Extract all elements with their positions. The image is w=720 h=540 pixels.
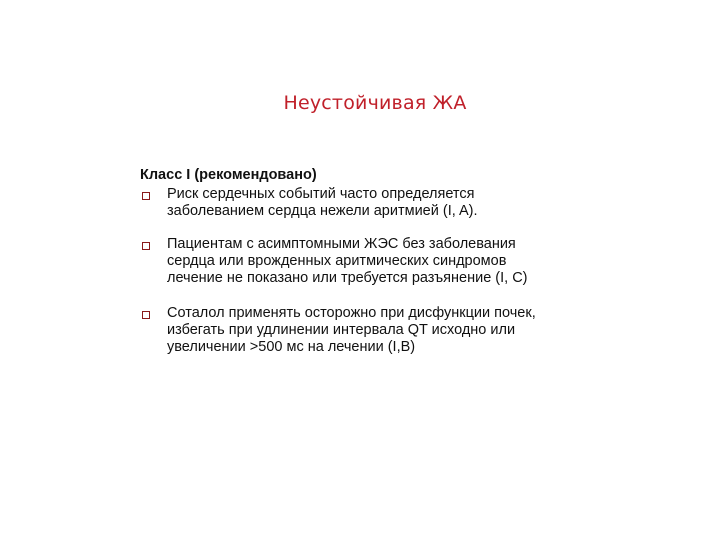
bullet-line: Пациентам с асимптомными ЖЭС без заболевания [167,236,516,252]
bullet-item-1 [140,186,610,220]
square-bullet-icon [142,242,150,250]
bullet-line: увеличении >500 мс на лечении (I,B) [167,339,416,355]
bullet-line: сердца или врожденных аритмических синдромов [167,253,507,269]
square-bullet-icon [142,311,150,319]
square-bullet-icon [142,192,150,200]
bullet-text-3 [167,305,610,356]
slide-title-text: Неустойчивая ЖА [283,92,467,114]
bullet-text-2 [167,236,610,287]
bullet-item-2 [140,236,610,287]
bullet-line: Соталол применять осторожно при дисфункции почек, [167,305,536,321]
bullet-line: Риск сердечных событий часто определяется [167,186,475,202]
bullet-line: заболеванием сердца нежели аритмией (I, A). [167,203,478,219]
bullet-line: избегать при удлинении интервала QT исходно или [167,322,516,338]
slide-title [0,92,720,114]
slide-content [140,167,610,356]
bullet-text-1 [167,186,610,220]
bullet-item-3 [140,305,610,356]
bullet-line: лечение не показано или требуется разъянение (I, C) [167,270,528,286]
class-heading: Класс I (рекомендовано) [140,167,317,183]
